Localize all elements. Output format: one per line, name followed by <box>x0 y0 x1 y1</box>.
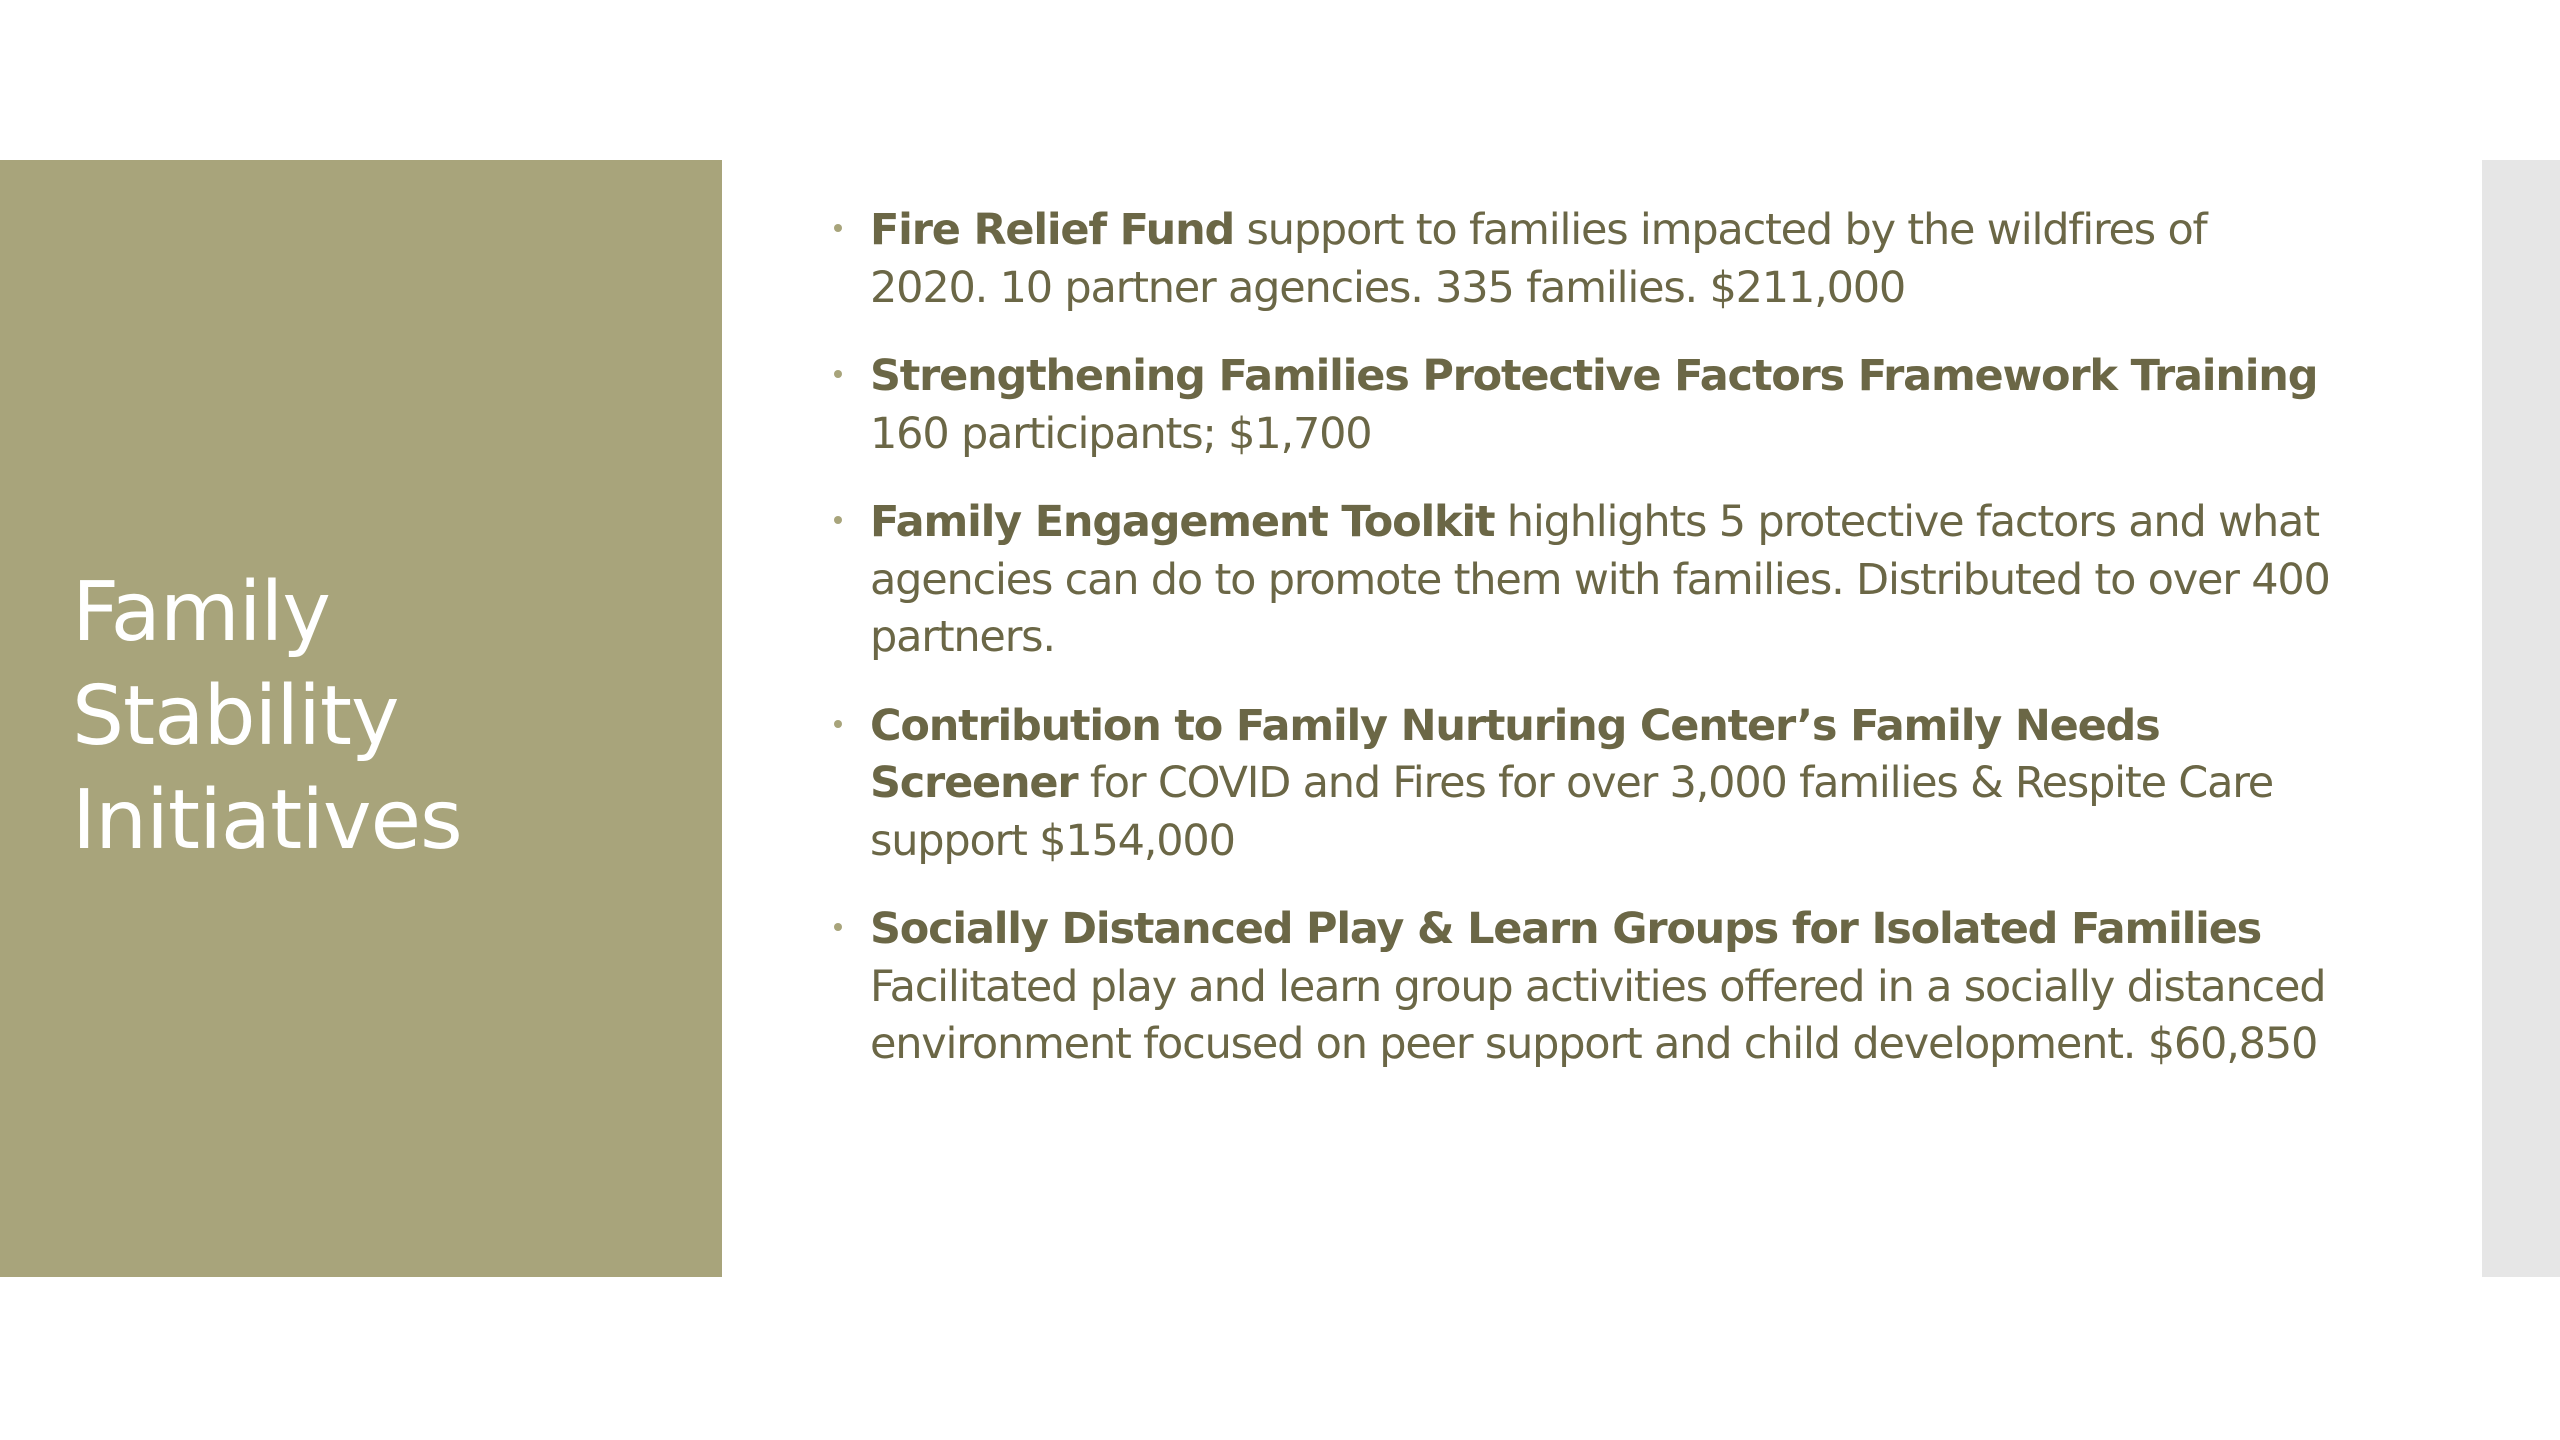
bullet-text: highlights 5 protective factors and what agencies can do to promote them with families. Distributed to over 400 partners. <box>870 497 2330 662</box>
bullet-heading: Contribution to Family Nurturing Center’s Family Needs Screener <box>870 700 2160 808</box>
slide-title-line-3: Initiatives <box>72 773 462 868</box>
slide-title <box>72 561 462 873</box>
bullet-text: support to families impacted by the wildfires of 2020. 10 partner agencies. 335 families. $211,000 <box>870 205 2207 313</box>
bullet-dot-icon <box>834 923 842 931</box>
bullet-item-fire-relief-fund <box>870 202 2330 317</box>
bullet-dot-icon <box>834 720 842 728</box>
slide-title-line-1: Family <box>72 565 330 660</box>
slide-title-line-2: Stability <box>72 669 399 764</box>
bullet-text: for COVID and Fires for over 3,000 families & Respite Care support $154,000 <box>870 758 2274 866</box>
bullet-heading: Strengthening Families Protective Factors Framework Training <box>870 351 2318 401</box>
bullet-text: Facilitated play and learn group activities offered in a socially distanced environment focused on peer support and child development. $60,850 <box>870 961 2326 1069</box>
bullet-item-family-engagement-toolkit <box>870 494 2330 667</box>
bullet-item-play-and-learn-groups <box>870 901 2330 1074</box>
bullet-item-protective-factors-training <box>870 348 2330 463</box>
bullet-heading: Fire Relief Fund <box>870 205 1235 255</box>
bullet-list <box>870 202 2330 1105</box>
bullet-text: 160 participants; $1,700 <box>870 408 1372 459</box>
bullet-item-family-needs-screener <box>870 698 2330 871</box>
bullet-dot-icon <box>834 224 842 232</box>
bullet-dot-icon <box>834 516 842 524</box>
bullet-dot-icon <box>834 370 842 378</box>
right-accent-bar <box>2482 160 2560 1277</box>
bullet-heading: Family Engagement Toolkit <box>870 497 1495 547</box>
bullet-heading: Socially Distanced Play & Learn Groups for Isolated Families <box>870 904 2262 954</box>
